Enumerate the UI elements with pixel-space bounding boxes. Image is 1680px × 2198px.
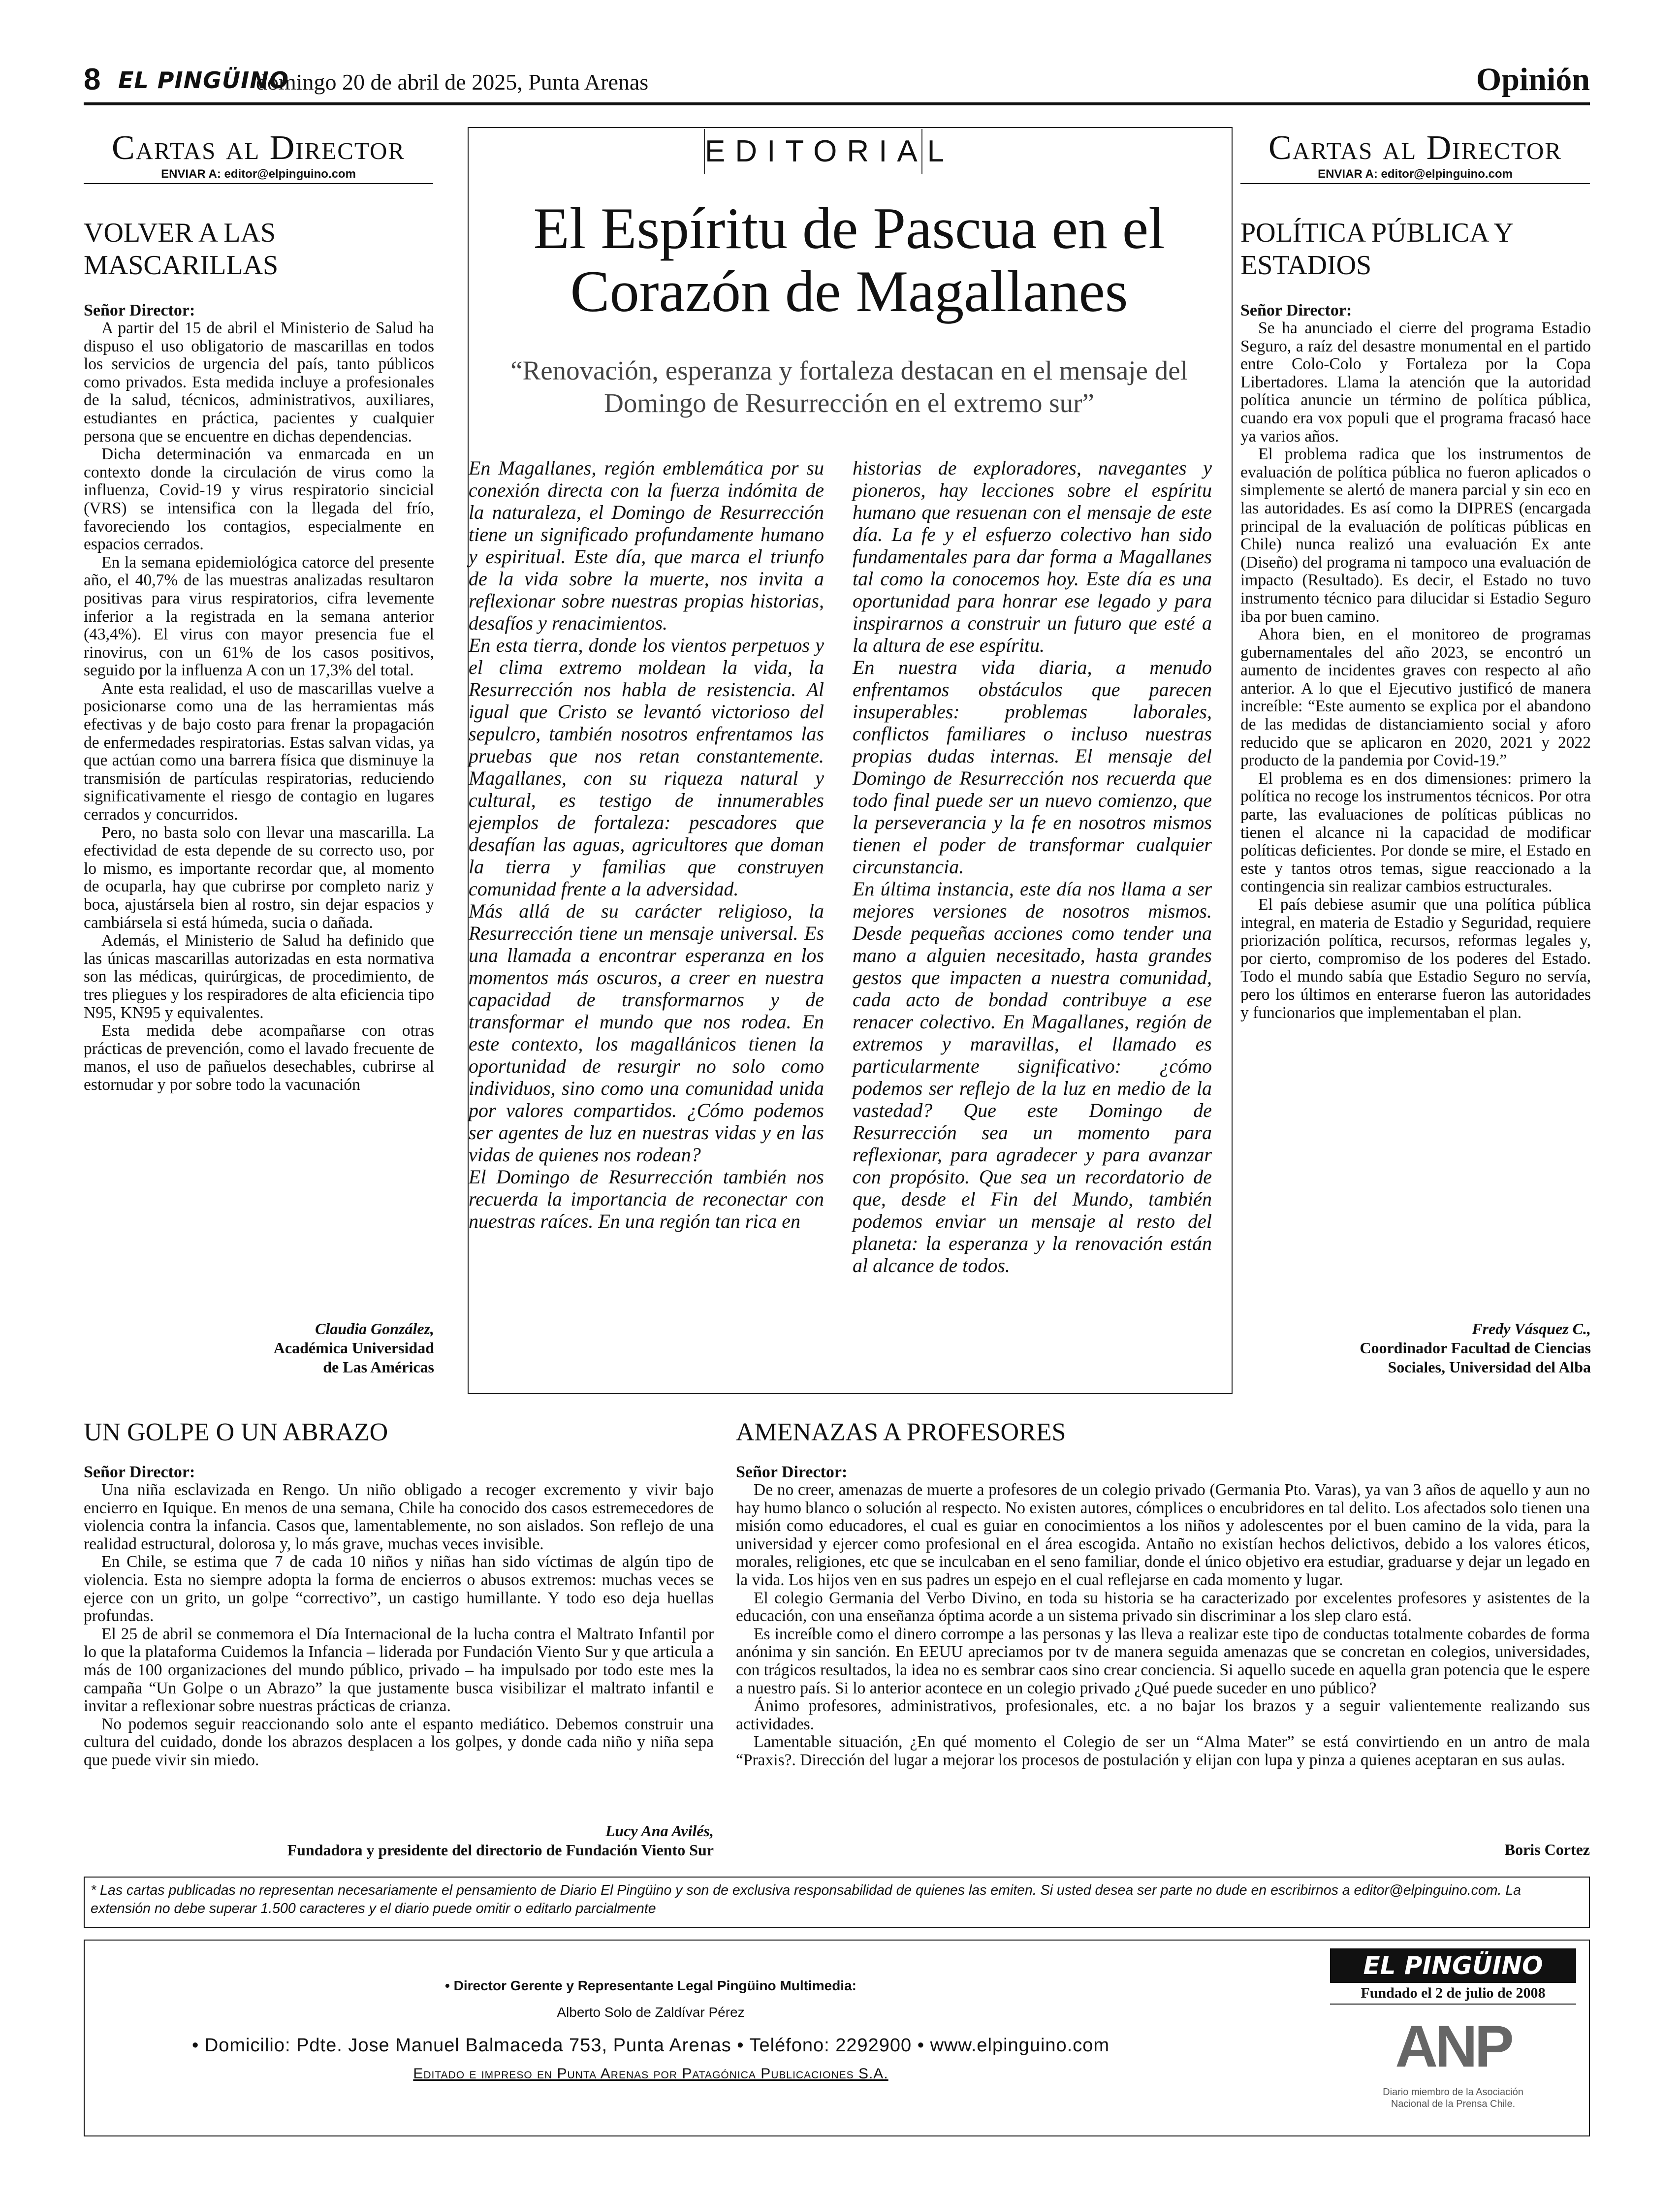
letters-header-right — [1240, 129, 1590, 184]
footer-printed: Editado e impreso en Punta Arenas por Patagónica Publicaciones S.A. — [413, 2066, 888, 2082]
bottom-left-letter-salutation: Señor Director: — [84, 1463, 195, 1481]
paragraph: historias de exploradores, navegantes y pioneros, hay lecciones sobre el espíritu humano que resuenan con el mensaje de este día. La fe y el esfuerzo colectivo han sido fundamentales para dar forma a Magallanes tal como la conocemos hoy. Este día es una oportunidad para honrar ese legado y para inspirarnos a construir un futuro que esté a la altura de ese espíritu. — [853, 457, 1212, 656]
paragraph: A partir del 15 de abril el Ministerio de Salud ha dispuso el uso obligatorio de mascarillas en todos los servicios de urgencia del país, tanto públicos como privados. Esta medida incluye a profesionales de la salud, técnicos, administrativos, auxiliares, estudiantes en práctica, pacientes y cualquier persona que se encuentre en dichas dependencias. — [84, 319, 434, 446]
left-letter-title: VOLVER A LAS MASCARILLAS — [84, 218, 279, 281]
editorial-title: El Espíritu de Pascua en el Corazón de Magallanes — [533, 195, 1165, 324]
page-number: 8 — [84, 63, 101, 96]
footer-divider — [1330, 2004, 1576, 2005]
footer-director-name: Alberto Solo de Zaldívar Pérez — [557, 2005, 745, 2020]
letters-header-send-to: ENVIAR A: editor@elpinguino.com — [1318, 167, 1513, 181]
right-letter-signature — [1240, 1319, 1591, 1377]
paragraph: El problema es en dos dimensiones: primero la política no recoge los instrumentos técnicos. Por otra parte, las evaluaciones de políticas públicas no tienen el alcance ni la capacidad de modificar políticas deficientes. Por donde se mire, el Estado en este y tantos otros temas, sigue reaccionado a la contingencia sin realizar cambios estructurales. — [1240, 769, 1591, 896]
paragraph: Una niña esclavizada en Rengo. Un niño obligado a recoger excremento y vivir bajo encierro en Iquique. En menos de una semana, Chile ha conocido dos casos estremecedores de violencia contra la infancia. Casos que, lamentablemente, no son aislados. Son reflejo de una realidad estructural, dolorosa y, lo más grave, muchas veces invisible. — [84, 1481, 714, 1553]
footer-logo: EL PINGÜINO — [1330, 1948, 1576, 1983]
paragraph: Pero, no basta solo con llevar una mascarilla. La efectividad de esta depende de su correcto uso, por lo mismo, es importante recordar que, al momento de ocuparla, hay que cubrirse por completo nariz y boca, ajustársela bien al rostro, sin dejar espacios y cambiársela si está húmeda, sucia o dañada. — [84, 823, 434, 932]
paragraph: Esta medida debe acompañarse con otras prácticas de prevención, como el lavado frecuente de manos, el uso de pañuelos desechables, cubrirse al estornudar y por sobre todo la vacunación — [84, 1021, 434, 1094]
paragraph: En nuestra vida diaria, a menudo enfrentamos obstáculos que parecen insuperables: problemas laborales, conflictos familiares o incluso nuestras propias dudas internas. El mensaje del Domingo de Resurrección nos recuerda que todo final puede ser un nuevo comienzo, que la perseverancia y la fe en nosotros mismos tienen el poder de transformar cualquier circunstancia. — [853, 656, 1212, 878]
signature-line: de Las Américas — [323, 1358, 434, 1376]
paragraph: El Domingo de Resurrección también nos recuerda la importancia de reconectar con nuestras raíces. En una región tan rica en — [469, 1166, 824, 1232]
paragraph: Se ha anunciado el cierre del programa Estadio Seguro, a raíz del desastre monumental en el partido entre Colo-Colo y Fortaleza por la Copa Libertadores. Llama la atención que la autoridad política anuncie un término de política pública, cuando era vox populi que el programa fracasó hace ya varios años. — [1240, 319, 1591, 446]
left-letter — [84, 301, 434, 1094]
paragraph: Ánimo profesores, administrativos, profesionales, etc. a no bajar los brazos y a seguir valientemente realizando sus actividades. — [736, 1697, 1590, 1733]
paragraph: En Chile, se estima que 7 de cada 10 niños y niñas han sido víctimas de algún tipo de violencia. Esta no siempre adopta la forma de encierros o abusos extremos: muchas veces se ejerce con un grito, un golpe “correctivo”, un castigo humillante. Y todo eso deja huellas profundas. — [84, 1553, 714, 1625]
editorial-column-1 — [469, 457, 824, 1232]
paragraph: En última instancia, este día nos llama a ser mejores versiones de nosotros mismos. Desde pequeñas acciones como tender una mano a alguien necesitado, hasta grandes gestos que impacten a nuestra comunidad, cada acto de bondad contribuye a ese renacer colectivo. En Magallanes, región de extremos y maravillas, el llamado es particularmente significativo: ¿cómo podemos ser reflejo de la luz en medio de la vastedad? Que este Domingo de Resurrección sea un momento para reflexionar, para agradecer y para avanzar con propósito. Que sea un recordatorio de que, desde el Fin del Mundo, también podemos enviar un mensaje al resto del planeta: la esperanza y la renovación están al alcance de todos. — [853, 878, 1212, 1276]
bottom-right-letter — [736, 1463, 1590, 1770]
letters-header-title: Cartas al Director — [1268, 129, 1562, 167]
left-letter-signature — [84, 1319, 434, 1377]
signature-name: Fredy Vásquez C., — [1472, 1320, 1591, 1338]
right-letter — [1240, 301, 1591, 1022]
left-letter-salutation: Señor Director: — [84, 301, 195, 319]
paragraph: El problema radica que los instrumentos de evaluación de política pública no fueron aplicados o simplemente se alertó de manera parcial y sin eco en las autoridades. Es así como la DIPRES (encargada principal de la evaluación de políticas públicas en Chile) nunca realizó una evaluación Ex ante (Diseño) del programa ni tampoco una evaluación de impacto (Resultado). Es decir, el Estado no tuvo instrumento técnico para dilucidar si Estadio Seguro iba por buen camino. — [1240, 445, 1591, 626]
paragraph: En Magallanes, región emblemática por su conexión directa con la fuerza indómita de la naturaleza, el Domingo de Resurrección tiene un significado profundamente humano y espiritual. Este día, que marca el triunfo de la vida sobre la muerte, nos invita a reflexionar sobre nuestras propias historias, desafíos y renacimientos. — [469, 457, 824, 634]
signature-name: Lucy Ana Avilés, — [605, 1822, 714, 1840]
footer-director-label: • Director Gerente y Representante Legal Pingüino Multimedia: — [445, 1978, 856, 1993]
bottom-left-letter-body — [84, 1481, 714, 1770]
anp-caption-line: Nacional de la Prensa Chile. — [1391, 2099, 1516, 2109]
right-letter-body — [1240, 319, 1591, 1022]
signature-line: Coordinador Facultad de Ciencias — [1360, 1339, 1591, 1357]
paragraph: Es increíble como el dinero corrompe a las personas y las lleva a realizar este tipo de conductas totalmente cobardes de forma anónima y sin sanción. En EEUU apreciamos por tv de manera seguida amenazas que se concretan en colegios, universidades, con trágicos resultados, la idea no es sembrar caos sino crear conciencia. Si aquello sucede en aquella gran potencia que le espere a nuestro país. Si lo anterior acontece en un colegio privado ¿Qué puede suceder en uno público? — [736, 1625, 1590, 1697]
footer-box — [84, 1940, 1590, 2136]
bottom-left-letter-title: UN GOLPE O UN ABRAZO — [84, 1418, 388, 1446]
signature-name: Claudia González, — [315, 1320, 434, 1338]
section-title: Opinión — [1476, 62, 1590, 97]
editorial-subtitle: “Renovación, esperanza y fortaleza destacan en el mensaje del Domingo de Resurrección en el extremo sur” — [510, 355, 1188, 418]
signature-line: Sociales, Universidad del Alba — [1388, 1358, 1591, 1376]
bottom-right-letter-salutation: Señor Director: — [736, 1463, 848, 1481]
signature-line: Académica Universidad — [273, 1339, 434, 1357]
paragraph: De no creer, amenazas de muerte a profesores de un colegio privado (Germania Pto. Varas), ya van 3 años de aquello y aun no hay humo blanco o solución al respecto. No existen autores, cómplices o encubridores en tal delito. Los afectados solo tienen una misión como educadores, el cual es guiar en conocimientos a los niños y adolescentes por el buen camino de la vida, para la universidad y ejercer como profesional en el área escogida. Antaño no existían hechos delictivos, debido a los valores éticos, morales, religiones, etc que se inculcaban en el seno familiar, donde el único objetivo era estudiar, graduarse y dejar un legado en la vida. Los hijos ven en sus padres un espejo en el cual reflejarse en cada momento y lugar. — [736, 1481, 1590, 1589]
disclaimer: * Las cartas publicadas no representan necesariamente el pensamiento de Diario El Pingüino y son de exclusiva responsabilidad de quienes las emiten. Si usted desea ser parte no dude en escribirnos a editor@elpinguino.com. La extensión no debe superar 1.500 caracteres y el diario puede omitir o editarlo parcialmente — [84, 1877, 1590, 1928]
bottom-right-letter-body — [736, 1481, 1590, 1770]
paragraph: Más allá de su carácter religioso, la Resurrección tiene un mensaje universal. Es una llamada a encontrar esperanza en los momentos más oscuros, a creer en nuestra capacidad de transformarnos y de transformar el mundo que nos rodea. En este contexto, los magallánicos tienen la oportunidad de resurgir no solo como individuos, sino como una comunidad unida por valores compartidos. ¿Cómo podemos ser agentes de luz en nuestras vidas y en las vidas de quienes nos rodean? — [469, 900, 824, 1166]
right-letter-title: POLÍTICA PÚBLICA Y ESTADIOS — [1240, 218, 1513, 281]
paragraph: El 25 de abril se conmemora el Día Internacional de la lucha contra el Maltrato Infantil por lo que la plataforma Cuidemos la Infancia – liderada por Fundación Viento Sur y que articula a más de 100 organizaciones del mundo público, privado – ha impulsado por todo este mes la campaña “Un Golpe o un Abrazo” la que justamente busca visibilizar el maltrato infantil e invitar a reflexionar sobre nuestras prácticas de crianza. — [84, 1625, 714, 1716]
paragraph: En esta tierra, donde los vientos perpetuos y el clima extremo moldean la vida, la Resurrección nos habla de resistencia. Al igual que Cristo se levantó victorioso del sepulcro, también nosotros enfrentamos las pruebas que nos retan constantemente. Magallanes, con su riqueza natural y cultural, es testigo de innumerables ejemplos de fortaleza: pescadores que desafían las aguas, agricultores que doman la tierra y familias que construyen comunidad frente a la adversidad. — [469, 634, 824, 900]
letters-header-left — [84, 129, 433, 184]
right-letter-salutation: Señor Director: — [1240, 301, 1352, 319]
paragraph: El colegio Germania del Verbo Divino, en toda su historia se ha caracterizado por excelentes profesores y asistentes de la educación, con una enseñanza óptima acorde a un sistema privado sin discriminar a los slep claro está. — [736, 1589, 1590, 1625]
paragraph: Lamentable situación, ¿En qué momento el Colegio de ser un “Alma Mater” se está convirtiendo en un antro de mala “Praxis?. Dirección del lugar a mejorar los procesos de postulación y elijan con lupa y pinza a quienes aceptaran en sus aulas. — [736, 1733, 1590, 1769]
editorial-label: EDITORIAL — [704, 129, 922, 174]
paragraph: Ahora bien, en el monitoreo de programas gubernamentales del año 2023, se encontró un aumento de incidentes graves con respecto al año anterior. A lo que el Ejecutivo justificó de manera increíble: “Este aumento se explica por el abandono de las medidas de distanciamiento social y aforo reducido que se aplicaron en 2020, 2021 y 2022 producto de la pandemia por Covid-19.” — [1240, 625, 1591, 770]
editorial-column-2 — [853, 457, 1212, 1276]
paragraph: Además, el Ministerio de Salud ha definido que las únicas mascarillas autorizadas en esta normativa son las médicas, quirúrgicas, de procedimiento, de tres pliegues y los respiradores de alta eficiencia tipo N95, KN95 y equivalentes. — [84, 931, 434, 1022]
signature-line: Fundadora y presidente del directorio de Fundación Viento Sur — [287, 1841, 714, 1859]
paragraph: En la semana epidemiológica catorce del presente año, el 40,7% de las muestras analizadas resultaron positivas para virus respiratorios, cifra levemente inferior a la registrada en la semana anterior (43,4%). El virus con mayor presencia fue el rinovirus, con un 61% de los casos positivos, seguido por la influenza A con un 17,3% del total. — [84, 553, 434, 680]
signature-name: Boris Cortez — [1504, 1841, 1590, 1858]
page-header — [84, 58, 1590, 107]
bottom-right-letter-title: AMENAZAS A PROFESORES — [736, 1418, 1066, 1446]
bottom-right-letter-signature — [736, 1840, 1590, 1859]
masthead-logo: EL PINGÜINO — [118, 67, 289, 94]
paragraph: Ante esta realidad, el uso de mascarillas vuelve a posicionarse como una de las herramientas más efectivas y de bajo costo para frenar la propagación de enfermedades respiratorias. Estas salvan vidas, ya que actúan como una barrera física que disminuye la transmisión de partículas respiratorias, reduciendo significativamente el riesgo de contagio en lugares cerrados y concurridos. — [84, 679, 434, 824]
bottom-left-letter-signature — [84, 1821, 714, 1860]
bottom-left-letter — [84, 1463, 714, 1770]
footer-founded: Fundado el 2 de julio de 2008 — [1361, 1985, 1546, 2001]
left-letter-body — [84, 319, 434, 1094]
anp-caption — [1330, 2086, 1576, 2110]
anp-caption-line: Diario miembro de la Asociación — [1383, 2087, 1523, 2098]
letters-header-title: Cartas al Director — [111, 129, 406, 167]
header-date-place: domingo 20 de abril de 2025, Punta Arenas — [256, 69, 649, 95]
paragraph: No podemos seguir reaccionando solo ante el espanto mediático. Debemos construir una cultura del cuidado, donde los abrazos desplacen a los golpes, y donde cada niño y niña sepa que puede vivir sin miedo. — [84, 1715, 714, 1769]
footer-address: • Domicilio: Pdte. Jose Manuel Balmaceda 753, Punta Arenas • Teléfono: 2292900 • www.elpinguino.com — [191, 2035, 1110, 2056]
paragraph: Dicha determinación va enmarcada en un contexto donde la circulación de virus como la influenza, Covid-19 y virus respiratorio sincicial (VRS) se intensifica con la llegada del frío, favoreciendo los contagios, especialmente en espacios cerrados. — [84, 445, 434, 554]
letters-header-send-to: ENVIAR A: editor@elpinguino.com — [161, 167, 356, 181]
header-rule — [84, 102, 1590, 105]
paragraph: El país debiese asumir que una política pública integral, en materia de Estadio y Seguridad, requiere priorización política, recursos, reformas legales y, por cierto, compromiso de los poderes del Estado. Todo el mundo sabía que Estadio Seguro no servía, pero los últimos en enterarse fueron las autoridades y funcionarios que implementaban el plan. — [1240, 895, 1591, 1022]
anp-logo: ANP — [1395, 2013, 1511, 2079]
